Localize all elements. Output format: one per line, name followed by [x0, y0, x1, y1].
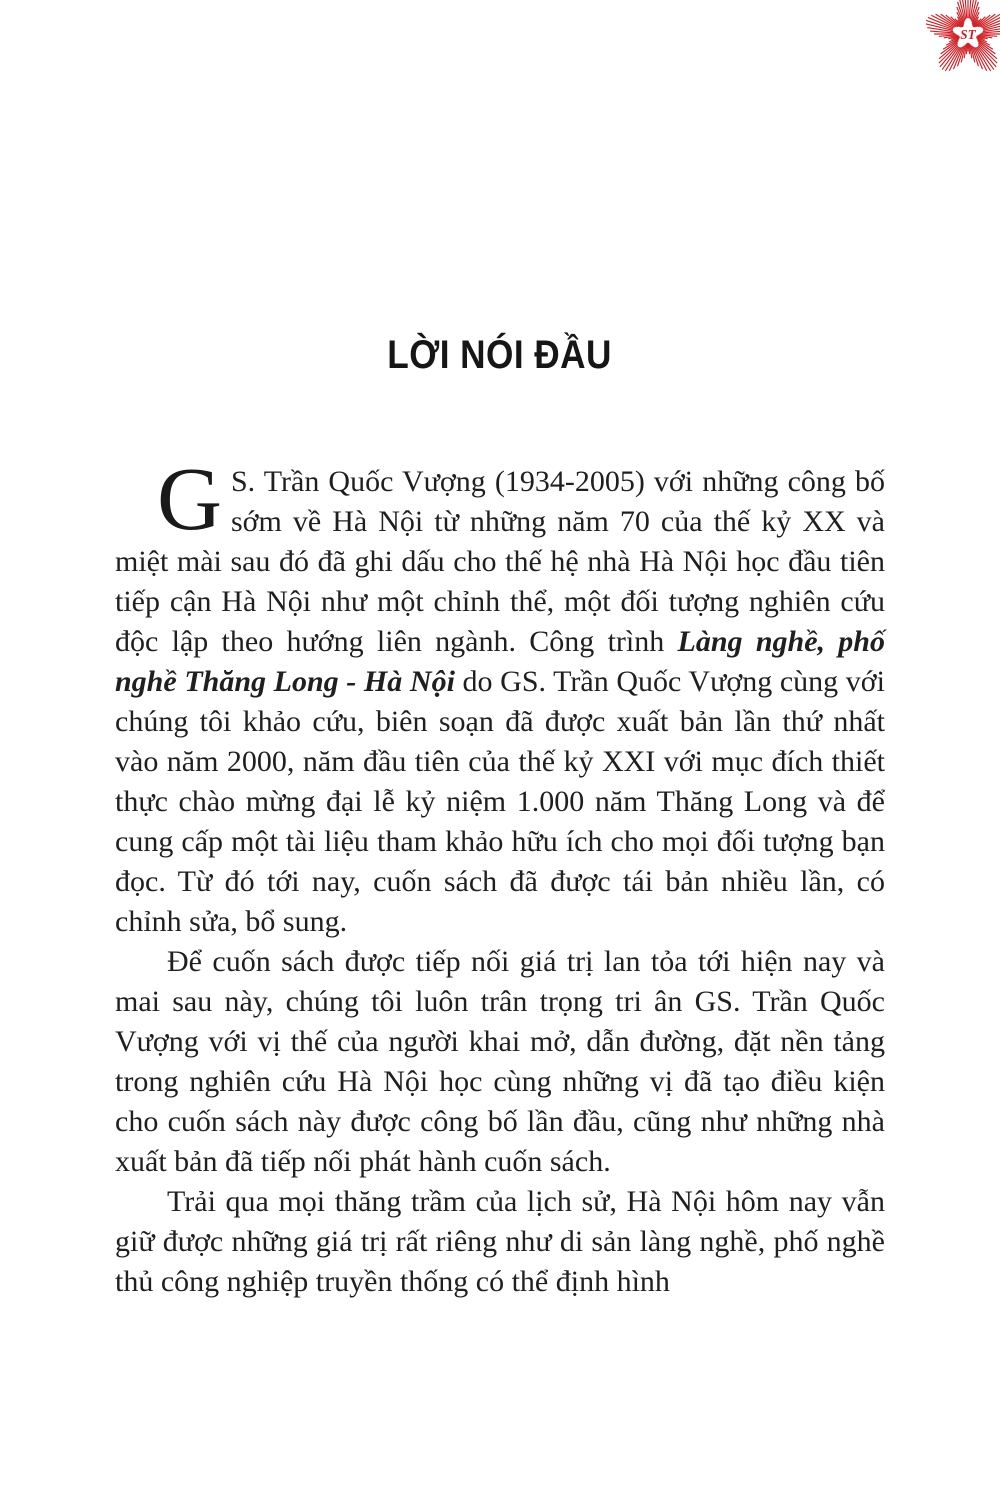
paragraph-2: Để cuốn sách được tiếp nối giá trị lan tỏa tới hiện nay và mai sau này, chúng tôi luôn trân trọng tri ân GS. Trần Quốc Vượng với vị thế của người khai mở, dẫn đường, đặt nền tảng trong nghiên cứu Hà Nội học cùng những vị đã tạo điều kiện cho cuốn sách này được công bố lần đầu, cũng như những nhà xuất bản đã tiếp nối phát hành cuốn sách. [115, 945, 885, 1178]
publisher-monogram: ST [960, 26, 976, 42]
publisher-emblem-icon [924, 0, 1000, 78]
paragraph-1-segment-2: do GS. Trần Quốc Vượng cùng với chúng tôi khảo cứu, biên soạn đã được xuất bản lần thứ nhất vào năm 2000, năm đầu tiên của thế kỷ XXI với mục đích thiết thực chào mừng đại lễ kỷ niệm 1.000 năm Thăng Long và để cung cấp một tài liệu tham khảo hữu ích cho mọi đối tượng bạn đọc. Từ đó tới nay, cuốn sách đã được tái bản nhiều lần, có chỉnh sửa, bổ sung. [115, 665, 885, 938]
page-title [0, 333, 1000, 378]
dropcap-letter: G [157, 450, 222, 549]
book-title-reference: Làng nghề, phố nghề Thăng Long - Hà Nội [115, 625, 885, 698]
publisher-logo [924, 0, 1000, 78]
body-text [115, 450, 885, 1302]
paragraph-1 [115, 450, 885, 942]
paragraph-1-segment-1: S. Trần Quốc Vượng (1934-2005) với những công bố sớm về Hà Nội từ những năm 70 của thế kỷ XX và miệt mài sau đó đã ghi dấu cho thế hệ nhà Hà Nội học đầu tiên tiếp cận Hà Nội như một chỉnh thể, một đối tượng nghiên cứu độc lập theo hướng liên ngành. Công trình [115, 465, 885, 658]
paragraph-3: Trải qua mọi thăng trầm của lịch sử, Hà Nội hôm nay vẫn giữ được những giá trị rất riêng như di sản làng nghề, phố nghề thủ công nghiệp truyền thống có thể định hình [115, 1185, 885, 1298]
page-title-text: LỜI NÓI ĐẦU [387, 333, 613, 377]
